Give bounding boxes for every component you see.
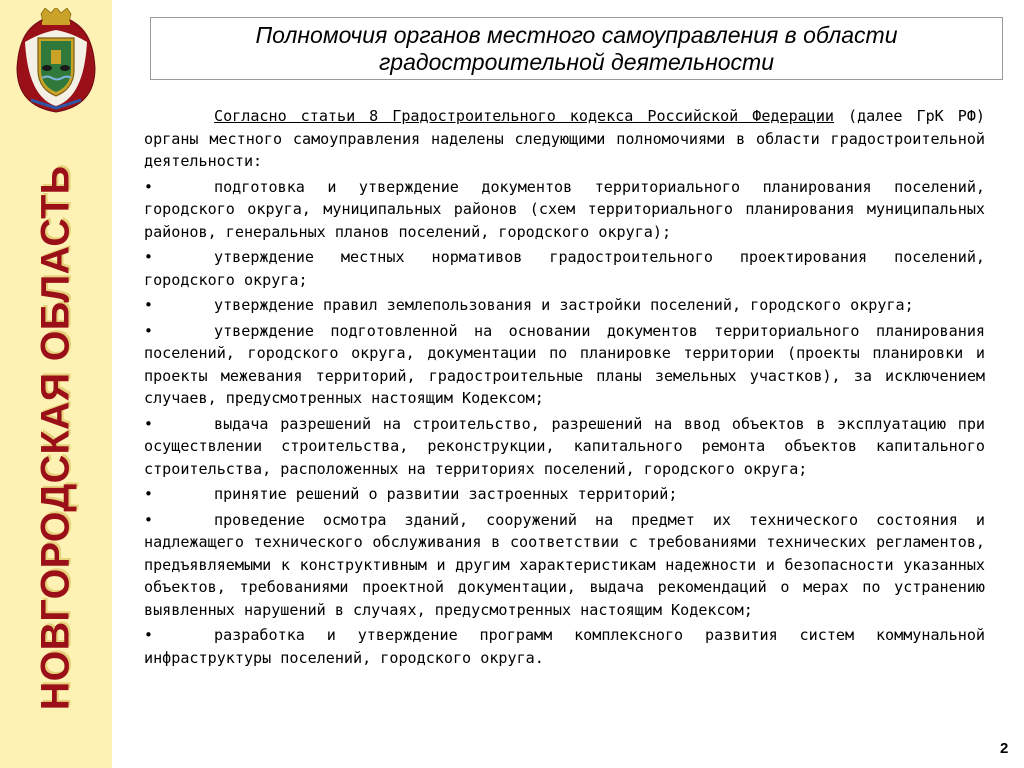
list-item-text: проведение осмотра зданий, сооружений на предмет их технического состояния и надлежащего технического обслуживания в соответствии с требованиями технических регламентов, предъявляемыми к конструктивным и другим характеристикам надежности и безопасности указанных объектов, требованиями проектной документации, выдача рекомендаций о мерах по устранению выявленных нарушений в случаях, предусмотренных настоящим Кодексом; bbox=[144, 510, 985, 619]
bullet-icon: • bbox=[144, 626, 153, 644]
list-item bbox=[144, 413, 985, 481]
bullet-icon: • bbox=[144, 296, 153, 314]
list-item-text: разработка и утверждение программ комплексного развития систем коммунальной инфраструктуры поселений, городского округа. bbox=[144, 626, 985, 667]
list-item bbox=[144, 624, 985, 669]
list-item-text: подготовка и утверждение документов территориального планирования поселений, городского округа, муниципальных районов (схем территориального планирования муниципальных районов, генеральных планов поселений, городского округа); bbox=[144, 177, 985, 241]
list-item bbox=[144, 176, 985, 244]
bullet-icon: • bbox=[144, 177, 153, 196]
slide-title-text bbox=[255, 22, 897, 76]
list-item-text: выдача разрешений на строительство, разрешений на ввод объектов в эксплуатацию при осуществлении строительства, реконструкции, капитального ремонта объектов капитального строительства, расположенных на территориях поселений, городского округа; bbox=[144, 414, 985, 478]
intro-paragraph bbox=[144, 105, 985, 173]
title-line-2: градостроительной деятельности bbox=[378, 48, 775, 75]
bullet-icon: • bbox=[144, 321, 153, 340]
body-text bbox=[144, 105, 985, 670]
intro-rest: (далее ГрК РФ) органы местного самоуправления наделены следующими полномочиями в области градостроительной деятельности: bbox=[144, 107, 985, 170]
powers-list bbox=[144, 176, 985, 670]
bullet-icon: • bbox=[144, 510, 153, 529]
coat-of-arms-icon bbox=[11, 8, 101, 116]
bullet-icon: • bbox=[144, 414, 153, 433]
sidebar bbox=[0, 0, 112, 768]
list-item-text: принятие решений о развитии застроенных территорий; bbox=[214, 485, 678, 503]
bullet-icon: • bbox=[144, 248, 153, 266]
list-item-text: утверждение правил землепользования и застройки поселений, городского округа; bbox=[214, 296, 914, 314]
list-item bbox=[144, 483, 985, 506]
code-reference: Согласно статьи 8 Градостроительного кодекса Российской Федерации bbox=[214, 107, 835, 125]
list-item bbox=[144, 294, 985, 317]
slide-title bbox=[150, 17, 1003, 80]
list-item bbox=[144, 320, 985, 410]
list-item-text: утверждение подготовленной на основании документов территориального планирования поселений, городского округа, документации по планировке территории (проекты планировки и проекты межевания территорий, градостроительные планы земельных участков), за исключением случаев, предусмотренных настоящим Кодексом; bbox=[144, 321, 985, 407]
list-item-text: утверждение местных нормативов градостроительного проектирования поселений, городского округа; bbox=[144, 248, 985, 289]
page-number: 2 bbox=[1000, 740, 1009, 757]
region-title: НОВГОРОДСКАЯ ОБЛАСТЬ bbox=[33, 165, 78, 711]
list-item bbox=[144, 246, 985, 291]
title-line-1: Полномочия органов местного самоуправления в области bbox=[255, 21, 898, 48]
list-item bbox=[144, 509, 985, 622]
bullet-icon: • bbox=[144, 485, 153, 503]
